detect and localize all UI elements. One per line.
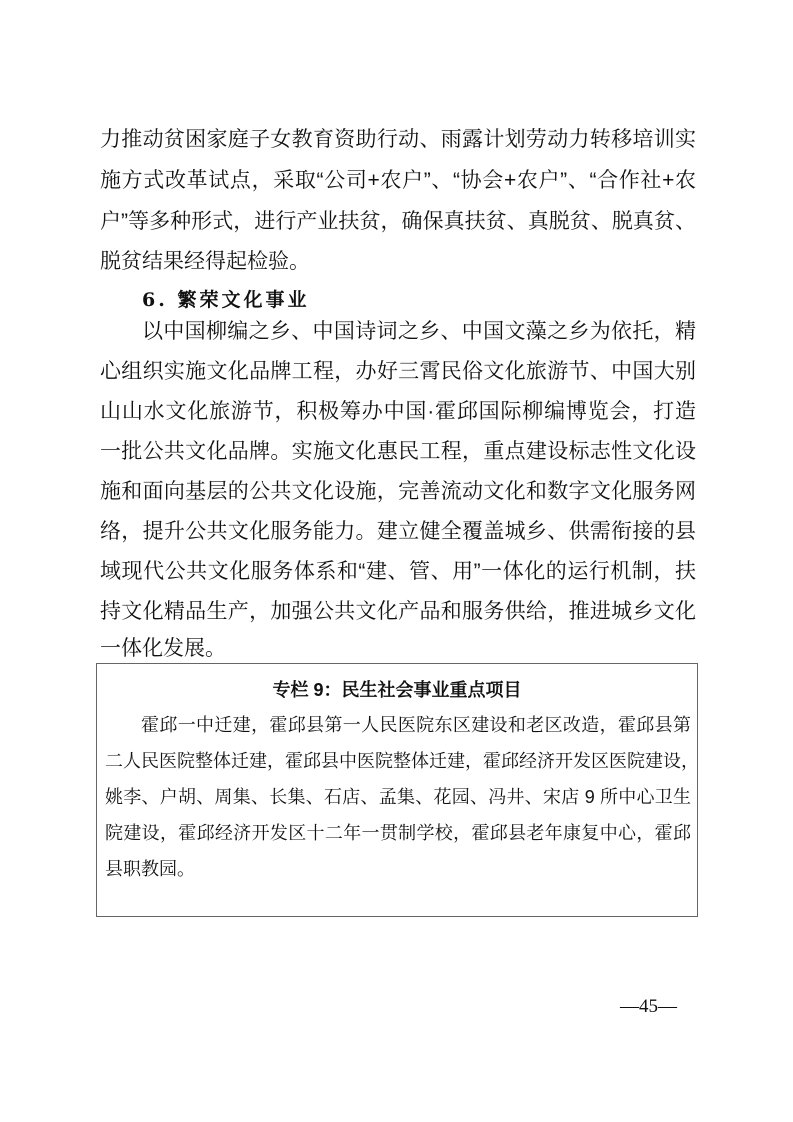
box-text-line: 二人民医院整体迁建，霍邱县中医院整体迁建，霍邱经济开发区医院建设， xyxy=(105,751,699,771)
text-line: 一批公共文化品牌。实施文化惠民工程，重点建设标志性文化设 xyxy=(100,440,696,463)
text-line: 脱贫结果经得起检验。 xyxy=(100,250,310,273)
section-heading: 6. 繁荣文化事业 xyxy=(142,289,310,311)
box-text-line: 霍邱一中迁建，霍邱县第一人民医院东区建设和老区改造，霍邱县第 xyxy=(141,715,691,735)
text-line: 一体化发展。 xyxy=(100,637,226,660)
text-line: 络，提升公共文化服务能力。建立健全覆盖城乡、供需衔接的县 xyxy=(100,520,696,543)
text-line: 户”等多种形式，进行产业扶贫，确保真扶贫、真脱贫、脱真贫、 xyxy=(100,210,696,233)
text-line: 施方式改革试点，采取“公司+农户”、“协会+农户”、“合作社+农 xyxy=(100,169,696,192)
feature-box-projects xyxy=(96,663,698,917)
text-line: 力推动贫困家庭子女教育资助行动、雨露计划劳动力转移培训实 xyxy=(100,128,696,151)
page-number: —45— xyxy=(620,996,677,1017)
text-line: 施和面向基层的公共文化设施，完善流动文化和数字文化服务网 xyxy=(100,480,696,503)
box-title: 专栏 9：民生社会事业重点项目 xyxy=(272,680,522,700)
text-line: 域现代公共文化服务体系和“建、管、用”一体化的运行机制，扶 xyxy=(100,560,696,583)
text-line: 以中国柳编之乡、中国诗词之乡、中国文藻之乡为依托，精 xyxy=(142,320,696,343)
text-line: 心组织实施文化品牌工程，办好三霄民俗文化旅游节、中国大别 xyxy=(100,360,696,383)
box-text-line: 院建设，霍邱经济开发区十二年一贯制学校，霍邱县老年康复中心，霍邱 xyxy=(105,823,691,843)
box-text-line: 姚李、户胡、周集、长集、石店、孟集、花园、冯井、宋店 9 所中心卫生 xyxy=(105,787,691,807)
box-text-line: 县职教园。 xyxy=(105,859,195,879)
text-line: 持文化精品生产，加强公共文化产品和服务供给，推进城乡文化 xyxy=(100,600,696,623)
text-line: 山山水文化旅游节，积极筹办中国·霍邱国际柳编博览会，打造 xyxy=(100,400,696,423)
